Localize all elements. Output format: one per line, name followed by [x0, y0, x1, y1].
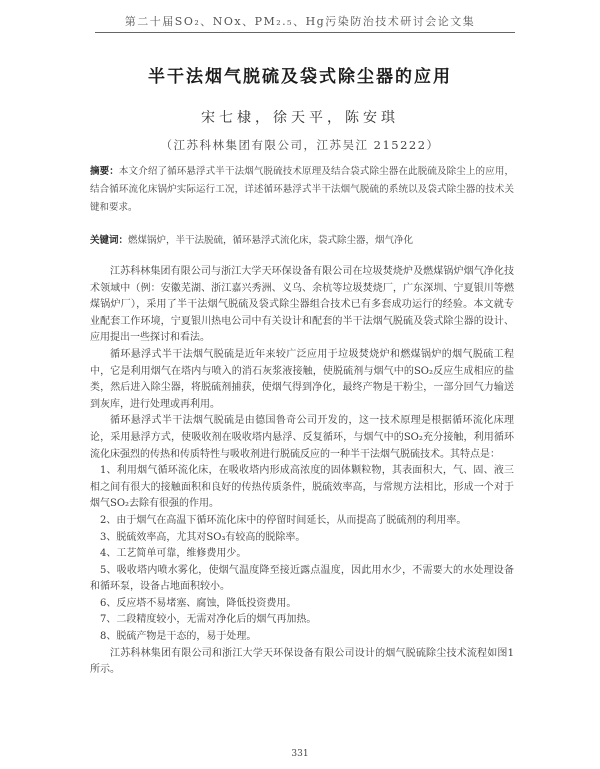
body-text	[90, 264, 514, 679]
feature-item: 1、利用烟气循环流化床，在吸收塔内形成高浓度的固体颗粒物，其表面积大，气、固、液三相之间有很大的接触面积和良好的传热传质条件，脱硫效率高，与常规方法相比，形成一个对于烟气SO₂去除有很强的作用。	[90, 465, 514, 510]
paper-title: 半干法烟气脱硫及袋式除尘器的应用	[148, 67, 452, 87]
affiliation: （江苏科林集团有限公司，江苏吴江 215222）	[160, 138, 440, 152]
feature-item: 4、工艺简单可靠，维修费用少。	[100, 548, 247, 560]
body-paragraph: 循环悬浮式半干法烟气脱硫是近年来较广泛应用于垃圾焚烧炉和燃煤锅炉的烟气脱硫工程中，它是利用烟气在塔内与喷入的消石灰浆液接触，使脱硫剂与烟气中的SO₂反应生成相应的盐类，然后进入除尘器，将脱硫剂捕获，使烟气得到净化，最终产物是干粉尘，一部分回气力输送到灰库，进行处理或再利用。	[90, 348, 514, 410]
body-paragraph: 江苏科林集团有限公司与浙江大学天环保设备有限公司在垃圾焚烧炉及燃煤锅炉烟气净化技术领域中（例：安徽芜湖、浙江嘉兴秀洲、义乌、余杭等垃圾焚烧厂，广东深圳、宁夏银川等燃煤锅炉厂），采用了半干法烟气脱硫及袋式除尘器组合技术已有多套成功运行的经验。本文就专业配套工作环境，宁夏银川热电公司中有关设计和配套的半干法烟气脱硫及袋式除尘器的设计、应用提出一些探讨和看法。	[90, 266, 514, 344]
running-header: 第二十届SO₂、NOx、PM₂.₅、Hg污染防治技术研讨会论文集	[124, 15, 476, 28]
feature-item: 8、脱硫产物是干态的，易于处理。	[100, 631, 257, 643]
abstract-text: 本文介绍了循环悬浮式半干法烟气脱硫技术原理及结合袋式除尘器在此脱硫及除尘上的应用，结合循环流化床锅炉实际运行工况，详述循环悬浮式半干法烟气脱硫的系统以及袋式除尘器的技术关键和要求。	[90, 166, 514, 213]
feature-item: 6、反应塔不易堵塞、腐蚀，降低投资费用。	[100, 597, 297, 609]
closing-paragraph: 江苏科林集团有限公司和浙江大学天环保设备有限公司设计的烟气脱硫除尘技术流程如图1所示。	[90, 647, 514, 676]
feature-item: 3、脱硫效率高，尤其对SO₃有较高的脱除率。	[100, 531, 306, 543]
abstract-label: 摘要：	[90, 166, 119, 177]
feature-item: 7、二段精度较小，无需对净化后的烟气再加热。	[100, 614, 317, 626]
keywords-text: 燃煤锅炉，半干法脱硫，循环悬浮式流化床，袋式除尘器，烟气净化	[128, 235, 414, 246]
feature-item: 2、由于烟气在高温下循环流化床中的停留时间延长，从而提高了脱硫剂的利用率。	[100, 514, 467, 526]
abstract	[90, 163, 514, 217]
feature-item: 5、吸收塔内喷水雾化，使烟气温度降至接近露点温度，因此用水少，不需要大的水处理设备和循环泵，设备占地面积较小。	[90, 564, 514, 593]
keywords-label: 关键词：	[90, 235, 129, 246]
header-rule	[95, 32, 515, 33]
body-paragraph: 循环悬浮式半干法烟气脱硫是由德国鲁奇公司开发的，这一技术原理是根据循环流化床理论，采用悬浮方式，使吸收剂在吸收塔内悬浮、反复循环，与烟气中的SO₂充分接触，利用循环流化床强烈的传热和传质特性与吸收剂进行脱硫反应的一种半干法烟气脱硫技术。其特点是：	[90, 415, 514, 460]
keywords	[90, 233, 514, 249]
page-number: 331	[291, 749, 309, 759]
author-list: 宋七棣，徐天平，陈安琪	[201, 110, 399, 126]
